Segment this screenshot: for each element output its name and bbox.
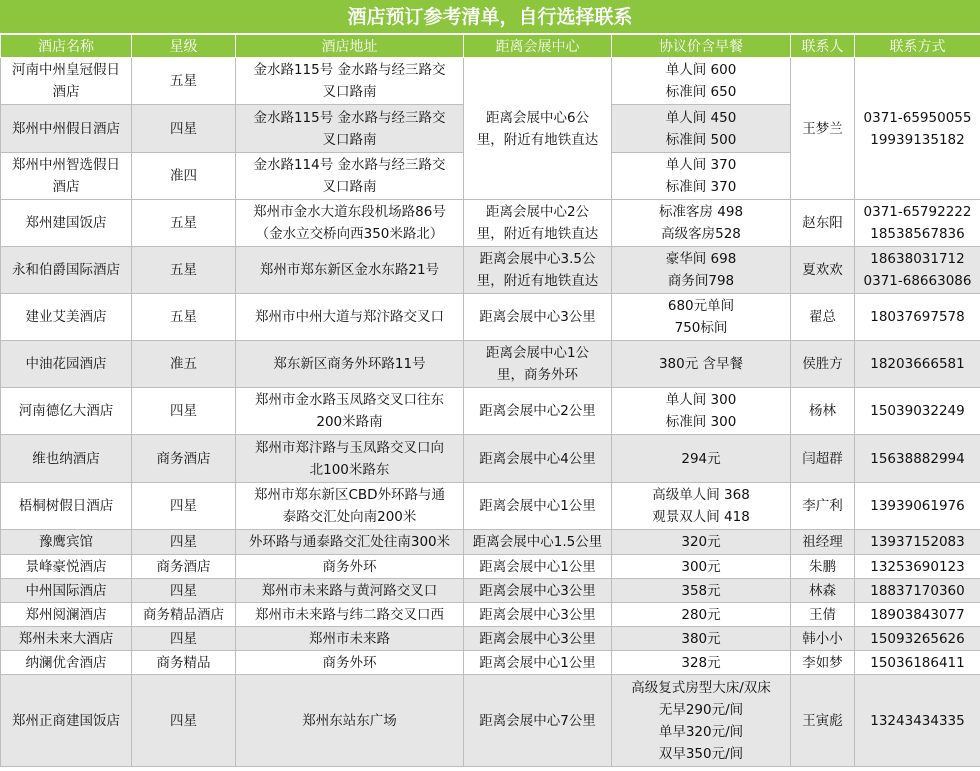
address-cell-line: 郑州市未来路 [309,630,390,647]
star-cell-line: 五星 [170,215,197,231]
contact-cell-line: 夏欢欢 [802,262,843,278]
hotel-name-cell-line: 梧桐树假日酒店 [18,498,114,514]
star-cell-line: 准四 [170,168,197,184]
distance-cell-line: 里，附近有地铁直达 [476,226,599,242]
address-cell [236,579,464,603]
distance-cell [464,627,612,651]
distance-cell-line: 距离会展中心1公里 [479,558,596,575]
distance-cell-line: 距离会展中心1公里 [479,498,596,514]
phone-cell-line: 0371-68663086 [863,273,972,289]
star-cell [132,555,236,579]
distance-cell [464,435,612,483]
hotel-name-cell [1,388,132,435]
price-cell-line: 294元 [681,450,721,467]
hotel-name-cell [1,627,132,651]
contact-cell-line: 翟总 [809,309,836,325]
star-cell [132,435,236,483]
phone-cell [855,341,980,388]
price-cell [612,555,791,579]
hotel-name-cell-line: 维也纳酒店 [32,450,100,467]
distance-cell [464,294,612,341]
star-cell-line: 五星 [170,73,197,89]
star-cell-line: 四星 [170,630,197,647]
phone-cell-line: 18037697578 [870,309,965,325]
star-cell [132,483,236,530]
hotel-name-cell-line: 中州国际酒店 [25,582,107,599]
distance-cell-line: 距离会展中心2公 [485,204,590,220]
address-cell-line: 郑州市金水路玉凤路交叉口往东 [255,392,444,408]
address-cell [236,675,464,767]
phone-cell-line: 15638882994 [870,450,965,467]
price-cell [612,651,791,675]
table-row [1,675,980,767]
star-cell-line: 四星 [170,120,197,137]
hotel-name-cell [1,435,132,483]
hotel-name-cell-line: 景峰豪悦酒店 [25,558,107,575]
price-cell-line: 单早320元/间 [658,723,744,740]
address-cell [236,651,464,675]
address-cell-line: 郑东新区商务外环路11号 [273,356,426,372]
phone-cell-line: 13937152083 [870,534,965,550]
table-row [1,388,980,435]
price-cell-line: 高级复式房型大床/双床 [631,679,771,696]
price-cell [612,294,791,341]
price-cell-line: 320元 [681,534,721,550]
distance-cell-line: 距离会展中心7公里 [479,712,596,729]
phone-cell [855,603,980,627]
table-row [1,627,980,651]
contact-cell [791,603,855,627]
phone-cell-line: 13243434335 [870,712,965,729]
distance-cell-line: 距离会展中心3公里 [479,630,596,647]
price-cell-line: 680元单间 [667,298,735,314]
distance-cell-line: 距离会展中心3.5公 [479,251,596,267]
hotel-name-cell [1,105,132,153]
header-contact: 联系人 [791,35,855,58]
star-cell [132,294,236,341]
price-cell-line: 单人间 600 [665,62,737,78]
address-cell [236,435,464,483]
phone-cell-line: 18538567836 [870,226,965,242]
price-cell [612,530,791,555]
phone-cell [855,627,980,651]
price-cell [612,105,791,153]
phone-cell-line: 15036186411 [870,654,965,671]
header-hotel-name: 酒店名称 [1,35,132,58]
hotel-name-cell [1,651,132,675]
distance-cell [464,388,612,435]
hotel-name-cell-line: 永和伯爵国际酒店 [12,262,120,278]
page-title: 酒店预订参考清单，自行选择联系 [0,0,980,34]
distance-cell [464,341,612,388]
star-cell-line: 四星 [170,582,197,599]
phone-cell [855,555,980,579]
contact-cell [791,483,855,530]
price-cell-line: 280元 [681,606,721,623]
contact-cell [791,58,855,200]
hotel-name-cell [1,200,132,247]
price-cell-line: 标准间 300 [665,414,737,430]
address-cell [236,341,464,388]
address-cell-line: 金水路115号 金水路与经三路交 [253,109,446,126]
distance-cell-line: 距离会展中心2公里 [479,403,596,419]
phone-cell-line: 18638031712 [870,251,965,267]
contact-cell-line: 韩小小 [802,630,843,647]
distance-cell [464,530,612,555]
address-cell [236,388,464,435]
address-cell [236,530,464,555]
hotel-name-cell [1,294,132,341]
contact-cell [791,555,855,579]
hotel-name-cell-line: 建业艾美酒店 [25,309,107,325]
contact-cell-line: 闫超群 [802,450,843,467]
hotel-name-cell [1,579,132,603]
hotel-name-cell-line: 郑州中州假日酒店 [12,120,120,137]
distance-cell [464,483,612,530]
hotel-name-cell-line: 郑州建国饭店 [25,215,107,231]
star-cell [132,200,236,247]
table-row [1,247,980,294]
star-cell [132,530,236,555]
hotel-name-cell-line: 酒店 [52,179,80,195]
address-cell-line: 郑州市未来路与纬二路交叉口西 [255,606,444,623]
table-row [1,555,980,579]
distance-cell [464,58,612,200]
phone-cell-line: 13939061976 [870,498,965,514]
hotel-name-cell-line: 酒店 [52,84,80,100]
address-cell-line: （金水立交桥向西350米路北） [255,226,444,242]
distance-cell-line: 里，附近有地铁直达 [476,131,599,148]
distance-cell-line: 距离会展中心1公 [485,345,590,361]
contact-cell [791,675,855,767]
address-cell-line: 200米路南 [316,414,383,430]
distance-cell-line: 距离会展中心6公 [485,109,590,126]
star-cell [132,247,236,294]
distance-cell [464,579,612,603]
hotel-name-cell-line: 河南中州皇冠假日 [12,62,120,78]
address-cell-line: 郑州东站东广场 [302,712,397,729]
address-cell [236,603,464,627]
address-cell-line: 郑州市郑东新区CBD外环路与通 [253,487,446,503]
contact-cell-line: 李如梦 [802,654,843,671]
star-cell-line: 准五 [170,356,197,372]
star-cell-line: 商务精品酒店 [143,606,224,623]
phone-cell [855,388,980,435]
header-row [1,35,980,58]
contact-cell [791,294,855,341]
hotel-name-cell-line: 郑州阅澜酒店 [25,606,107,623]
distance-cell-line: 里，商务外环 [497,367,578,383]
contact-cell-line: 王梦兰 [802,120,843,137]
price-cell-line: 标准客房 498 [658,204,744,220]
hotel-name-cell-line: 豫鹰宾馆 [39,534,93,550]
phone-cell-line: 0371-65950055 [863,109,972,126]
star-cell [132,603,236,627]
table-row [1,579,980,603]
price-cell-line: 750标间 [674,320,728,336]
contact-cell-line: 王倩 [809,606,836,623]
hotel-name-cell [1,247,132,294]
star-cell-line: 商务酒店 [156,450,211,467]
address-cell [236,627,464,651]
address-cell [236,483,464,530]
price-cell-line: 标准间 500 [665,131,737,148]
star-cell [132,627,236,651]
contact-cell [791,247,855,294]
price-cell [612,388,791,435]
contact-cell-line: 王寅彪 [802,712,843,729]
price-cell-line: 标准间 650 [665,84,737,100]
contact-cell-line: 祖经理 [802,534,843,550]
price-cell [612,579,791,603]
distance-cell-line: 距离会展中心3公里 [479,606,596,623]
address-cell-line: 北100米路东 [309,461,390,478]
phone-cell-line: 19939135182 [870,131,965,148]
table-row [1,341,980,388]
star-cell-line: 四星 [170,534,197,550]
contact-cell-line: 赵东阳 [802,215,843,231]
contact-cell-line: 林森 [809,582,836,599]
price-cell-line: 358元 [681,582,721,599]
hotel-name-cell [1,58,132,105]
distance-cell [464,675,612,767]
address-cell-line: 郑州市郑汴路与玉凤路交叉口向 [255,439,444,456]
price-cell-line: 380元 [681,630,721,647]
price-cell [612,435,791,483]
address-cell [236,555,464,579]
phone-cell-line: 18837170360 [870,582,965,599]
table-row [1,530,980,555]
distance-cell-line: 距离会展中心1公里 [479,654,596,671]
star-cell [132,58,236,105]
address-cell-line: 外环路与通泰路交汇处往南300米 [248,534,451,550]
address-cell [236,58,464,105]
price-cell [612,675,791,767]
table-body [1,58,980,767]
price-cell-line: 豪华间 698 [665,251,737,267]
header-phone: 联系方式 [855,35,980,58]
table-row [1,58,980,105]
price-cell-line: 高级单人间 368 [652,487,750,503]
price-cell-line: 300元 [681,558,721,575]
star-cell [132,341,236,388]
price-cell-line: 观景双人间 418 [652,509,750,525]
phone-cell-line: 13253690123 [870,558,965,575]
contact-cell [791,579,855,603]
price-cell [612,153,791,200]
price-cell-line: 高级客房528 [661,226,741,242]
price-cell [612,627,791,651]
phone-cell [855,675,980,767]
header-distance: 距离会展中心 [464,35,612,58]
address-cell-line: 郑州市金水大道东段机场路86号 [253,204,446,220]
phone-cell [855,435,980,483]
star-cell [132,675,236,767]
price-cell [612,483,791,530]
phone-cell [855,294,980,341]
address-cell [236,105,464,153]
star-cell-line: 四星 [170,712,197,729]
price-cell-line: 无早290元/间 [658,701,744,718]
contact-cell [791,530,855,555]
star-cell-line: 商务酒店 [156,558,211,575]
price-cell [612,603,791,627]
phone-cell-line: 18203666581 [870,356,965,372]
address-cell-line: 郑州市中州大道与郑汴路交叉口 [255,309,444,325]
address-cell-line: 金水路115号 金水路与经三路交 [253,62,446,78]
hotel-name-cell-line: 郑州中州智选假日 [12,157,120,173]
distance-cell [464,651,612,675]
contact-cell [791,341,855,388]
hotel-name-cell-line: 河南德亿大酒店 [18,403,114,419]
star-cell [132,579,236,603]
address-cell-line: 郑州市郑东新区金水东路21号 [259,262,440,278]
address-cell-line: 泰路交汇处向南200米 [282,509,417,525]
hotel-name-cell-line: 纳澜优舍酒店 [25,654,107,671]
distance-cell [464,603,612,627]
phone-cell-line: 18903843077 [870,606,965,623]
star-cell-line: 四星 [170,403,197,419]
distance-cell [464,200,612,247]
table-row [1,651,980,675]
star-cell-line: 五星 [170,262,197,278]
header-address: 酒店地址 [236,35,464,58]
phone-cell [855,58,980,200]
table-row [1,200,980,247]
phone-cell [855,483,980,530]
hotel-name-cell [1,675,132,767]
address-cell-line: 叉口路南 [322,179,377,195]
address-cell [236,200,464,247]
table-row [1,435,980,483]
phone-cell-line: 0371-65792222 [863,204,972,220]
star-cell-line: 五星 [170,309,197,325]
hotel-name-cell [1,603,132,627]
address-cell-line: 叉口路南 [322,131,377,148]
price-cell-line: 380元 含早餐 [658,356,744,372]
contact-cell [791,200,855,247]
price-cell-line: 双早350元/间 [658,745,744,762]
contact-cell [791,435,855,483]
distance-cell-line: 距离会展中心1.5公里 [472,534,603,550]
hotel-name-cell-line: 中油花园酒店 [25,356,107,372]
contact-cell [791,627,855,651]
star-cell [132,105,236,153]
hotel-table [0,34,980,767]
header-price: 协议价含早餐 [612,35,791,58]
price-cell-line: 商务间798 [667,273,735,289]
star-cell [132,388,236,435]
distance-cell-line: 距离会展中心4公里 [479,450,596,467]
table-row [1,603,980,627]
price-cell-line: 标准间 370 [665,179,737,195]
contact-cell-line: 朱鹏 [809,558,836,575]
phone-cell-line: 15093265626 [870,630,965,647]
address-cell-line: 商务外环 [322,558,377,575]
table-row [1,483,980,530]
contact-cell-line: 侯胜方 [802,356,843,372]
distance-cell [464,247,612,294]
phone-cell [855,651,980,675]
price-cell-line: 328元 [681,654,721,671]
contact-cell [791,388,855,435]
star-cell-line: 四星 [170,498,197,514]
address-cell-line: 金水路114号 金水路与经三路交 [253,157,446,173]
address-cell [236,294,464,341]
distance-cell [464,555,612,579]
star-cell [132,651,236,675]
contact-cell-line: 李广利 [802,498,843,514]
contact-cell [791,651,855,675]
phone-cell [855,579,980,603]
header-star: 星级 [132,35,236,58]
address-cell [236,153,464,200]
distance-cell-line: 距离会展中心3公里 [479,309,596,325]
address-cell-line: 叉口路南 [322,84,377,100]
distance-cell-line: 里，附近有地铁直达 [476,273,599,289]
address-cell-line: 商务外环 [322,654,377,671]
phone-cell [855,530,980,555]
address-cell [236,247,464,294]
hotel-name-cell-line: 郑州未来大酒店 [18,630,114,647]
hotel-name-cell-line: 郑州正商建国饭店 [12,712,120,729]
hotel-name-cell [1,530,132,555]
contact-cell-line: 杨林 [809,403,836,419]
price-cell [612,341,791,388]
price-cell-line: 单人间 300 [665,392,737,408]
table-row [1,294,980,341]
price-cell [612,247,791,294]
phone-cell [855,247,980,294]
phone-cell-line: 15039032249 [870,403,965,419]
address-cell-line: 郑州市未来路与黄河路交叉口 [261,582,438,599]
hotel-name-cell [1,555,132,579]
price-cell-line: 单人间 450 [665,109,737,126]
star-cell-line: 商务精品 [156,654,211,671]
distance-cell-line: 距离会展中心3公里 [479,582,596,599]
price-cell [612,200,791,247]
hotel-name-cell [1,153,132,200]
price-cell-line: 单人间 370 [665,157,737,173]
hotel-name-cell [1,341,132,388]
star-cell [132,153,236,200]
price-cell [612,58,791,105]
phone-cell [855,200,980,247]
hotel-name-cell [1,483,132,530]
